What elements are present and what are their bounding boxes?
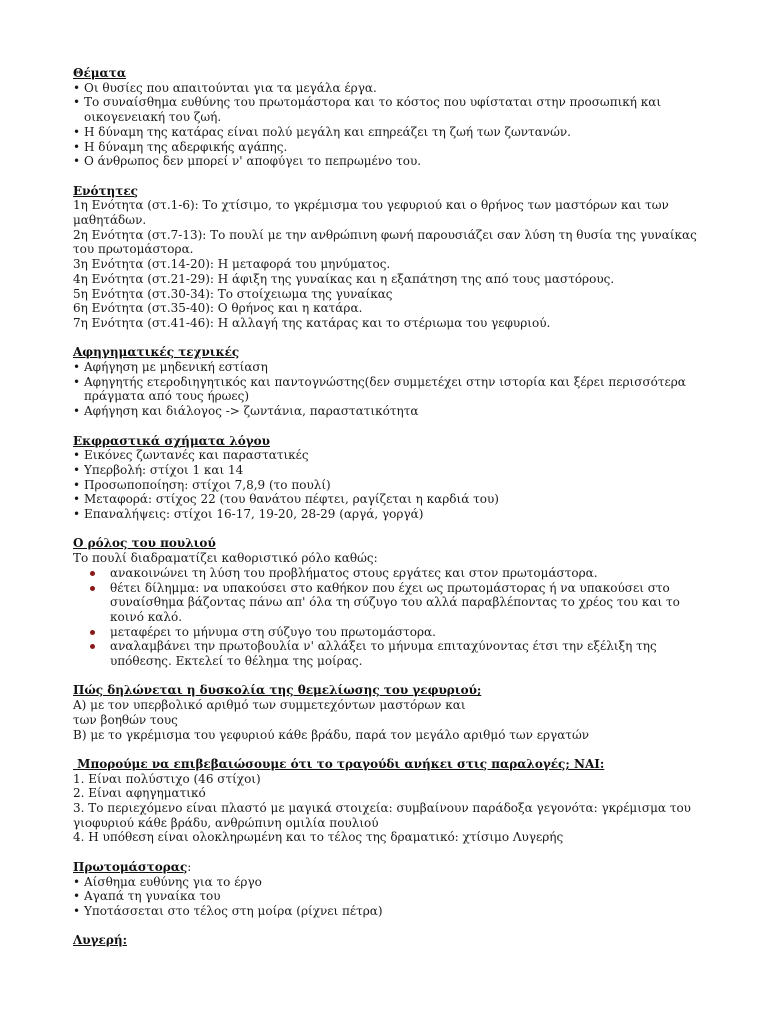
section-narrative-techniques bbox=[73, 345, 708, 419]
heading-colon: : bbox=[187, 859, 192, 874]
answer-line: των βοηθών τους bbox=[73, 712, 178, 727]
section-units bbox=[73, 184, 708, 331]
bullet-item: • Αφηγητής ετεροδιηγητικός και παντογνώστης(δεν συμμετέχει στην ιστορία και ξέρει περισσότερα πράγματα από τους ήρωες) bbox=[73, 375, 708, 404]
section-heading: Αφηγηματικές τεχνικές bbox=[73, 345, 240, 360]
sub-bullet-item: ανακοινώνει τη λύση του προβλήματος στους εργάτες και στον πρωτομάστορα. bbox=[73, 566, 708, 581]
section-heading: Πώς δηλώνεται η δυσκολία της θεμελίωσης του γεφυριού; bbox=[73, 683, 482, 698]
section-bird-role bbox=[73, 536, 708, 668]
answer-line: Α) με τον υπερβολικό αριθμό των συμμετεχόντων μαστόρων και bbox=[73, 698, 466, 713]
bullet-item: • Εικόνες ζωντανές και παραστατικές bbox=[73, 448, 708, 463]
section-ballad bbox=[73, 757, 708, 845]
bullet-item: • Αγαπά τη γυναίκα του bbox=[73, 889, 708, 904]
section-lygeri bbox=[73, 933, 708, 948]
heading-colon: : bbox=[122, 933, 127, 948]
bullet-item: • Η δύναμη της αδερφικής αγάπης. bbox=[73, 140, 708, 155]
bullet-item: • Προσωποποίηση: στίχοι 7,8,9 (το πουλί) bbox=[73, 478, 708, 493]
numbered-item: 2. Είναι αφηγηματικό bbox=[73, 786, 206, 801]
bullet-item: • Αίσθημα ευθύνης για το έργο bbox=[73, 875, 708, 890]
section-master-builder bbox=[73, 860, 708, 919]
section-heading: Λυγερή bbox=[73, 933, 123, 948]
section-heading: Θέματα bbox=[73, 66, 127, 80]
section-themes bbox=[73, 66, 708, 169]
section-heading-row bbox=[73, 860, 708, 875]
section-foundation-difficulty bbox=[73, 683, 708, 742]
bullet-item: • Μεταφορά: στίχος 22 (του θανάτου πέφτει, ραγίζεται η καρδιά του) bbox=[73, 492, 708, 507]
bullet-item: • Αφήγηση με μηδενική εστίαση bbox=[73, 360, 708, 375]
unit-item: 1η Ενότητα (στ.1-6): Το χτίσιμο, το γκρέμισμα του γεφυριού και ο θρήνος των μαστόρων και των μαθητάδων. bbox=[73, 198, 669, 228]
section-heading-row bbox=[73, 933, 708, 948]
numbered-item: 1. Είναι πολύστιχο (46 στίχοι) bbox=[73, 771, 261, 786]
unit-item: 5η Ενότητα (στ.30-34): Το στοίχειωμα της γυναίκας bbox=[73, 286, 393, 301]
section-heading: Μπορούμε να επιβεβαιώσουμε ότι το τραγούδι ανήκει στις παραλογές; ΝΑΙ: bbox=[73, 756, 605, 771]
section-heading: Εκφραστικά σχήματα λόγου bbox=[73, 433, 270, 448]
bullet-item: • Επαναλήψεις: στίχοι 16-17, 19-20, 28-29 (αργά, γοργά) bbox=[73, 507, 708, 522]
section-heading: Ο ρόλος του πουλιού bbox=[73, 536, 216, 551]
intro-text: Το πουλί διαδραματίζει καθοριστικό ρόλο καθώς: bbox=[73, 551, 378, 566]
bullet-item: • Υποτάσσεται στο τέλος στη μοίρα (ρίχνει πέτρα) bbox=[73, 904, 708, 919]
numbered-item: 3. Το περιεχόμενο είναι πλαστό με μαγικά στοιχεία: συμβαίνουν παράδοξα γεγονότα: γκρέμισμα του γιοφυριού κάθε βράδυ, ανθρώπινη ομιλία πουλιού bbox=[73, 801, 691, 830]
sub-bullet-item: αναλαμβάνει την πρωτοβουλία ν' αλλάξει το μήνυμα επιταχύνοντας έτσι την εξέλιξη της υπόθεσης. Εκτελεί το θέλημα της μοίρας. bbox=[73, 639, 708, 668]
bullet-item: • Οι θυσίες που απαιτούνται για τα μεγάλα έργα. bbox=[73, 81, 708, 96]
unit-item: 6η Ενότητα (στ.35-40): Ο θρήνος και η κατάρα. bbox=[73, 301, 363, 316]
section-figures-of-speech bbox=[73, 434, 708, 522]
unit-item: 2η Ενότητα (στ.7-13): Το πουλί με την ανθρώπινη φωνή παρουσιάζει σαν λύση τη θυσία της γυναίκας του πρωτομάστορα. bbox=[73, 227, 697, 257]
bullet-item: • Αφήγηση και διάλογος -> ζωντάνια, παραστατικότητα bbox=[73, 404, 708, 419]
unit-item: 4η Ενότητα (στ.21-29): Η άφιξη της γυναίκας και η εξαπάτηση της από τους μαστόρους. bbox=[73, 271, 615, 286]
sub-bullet-item: μεταφέρει το μήνυμα στη σύζυγο του πρωτομάστορα. bbox=[73, 625, 708, 640]
unit-item: 3η Ενότητα (στ.14-20): Η μεταφορά του μηνύματος. bbox=[73, 257, 391, 272]
answer-line: Β) με το γκρέμισμα του γεφυριού κάθε βράδυ, παρά τον μεγάλο αριθμό των εργατών bbox=[73, 727, 590, 742]
bullet-item: • Η δύναμη της κατάρας είναι πολύ μεγάλη και επηρεάζει τη ζωή των ζωντανών. bbox=[73, 125, 708, 140]
bullet-item: • Υπερβολή: στίχοι 1 και 14 bbox=[73, 463, 708, 478]
numbered-item: 4. Η υπόθεση είναι ολοκληρωμένη και το τέλος της δραματικό: χτίσιμο Λυγερής bbox=[73, 830, 564, 845]
sub-bullet-item: θέτει δίλημμα: να υπακούσει στο καθήκον που έχει ως πρωτομάστορας ή να υπακούσει στο συναίσθημα βάζοντας πάνω απ' όλα τη σύζυγο του αλλά παραβλέποντας το χρέος του και το κοινό καλό. bbox=[73, 581, 708, 625]
bullet-item: • Ο άνθρωπος δεν μπορεί ν' αποφύγει το πεπρωμένο του. bbox=[73, 154, 708, 169]
bullet-item: • Το συναίσθημα ευθύνης του πρωτομάστορα και το κόστος που υφίσταται στην προσωπική και οικογενειακή του ζωή. bbox=[73, 95, 708, 124]
section-heading: Ενότητες bbox=[73, 183, 138, 198]
unit-item: 7η Ενότητα (στ.41-46): Η αλλαγή της κατάρας και το στέριωμα του γεφυριού. bbox=[73, 315, 551, 330]
section-heading: Πρωτομάστορας bbox=[73, 859, 188, 874]
